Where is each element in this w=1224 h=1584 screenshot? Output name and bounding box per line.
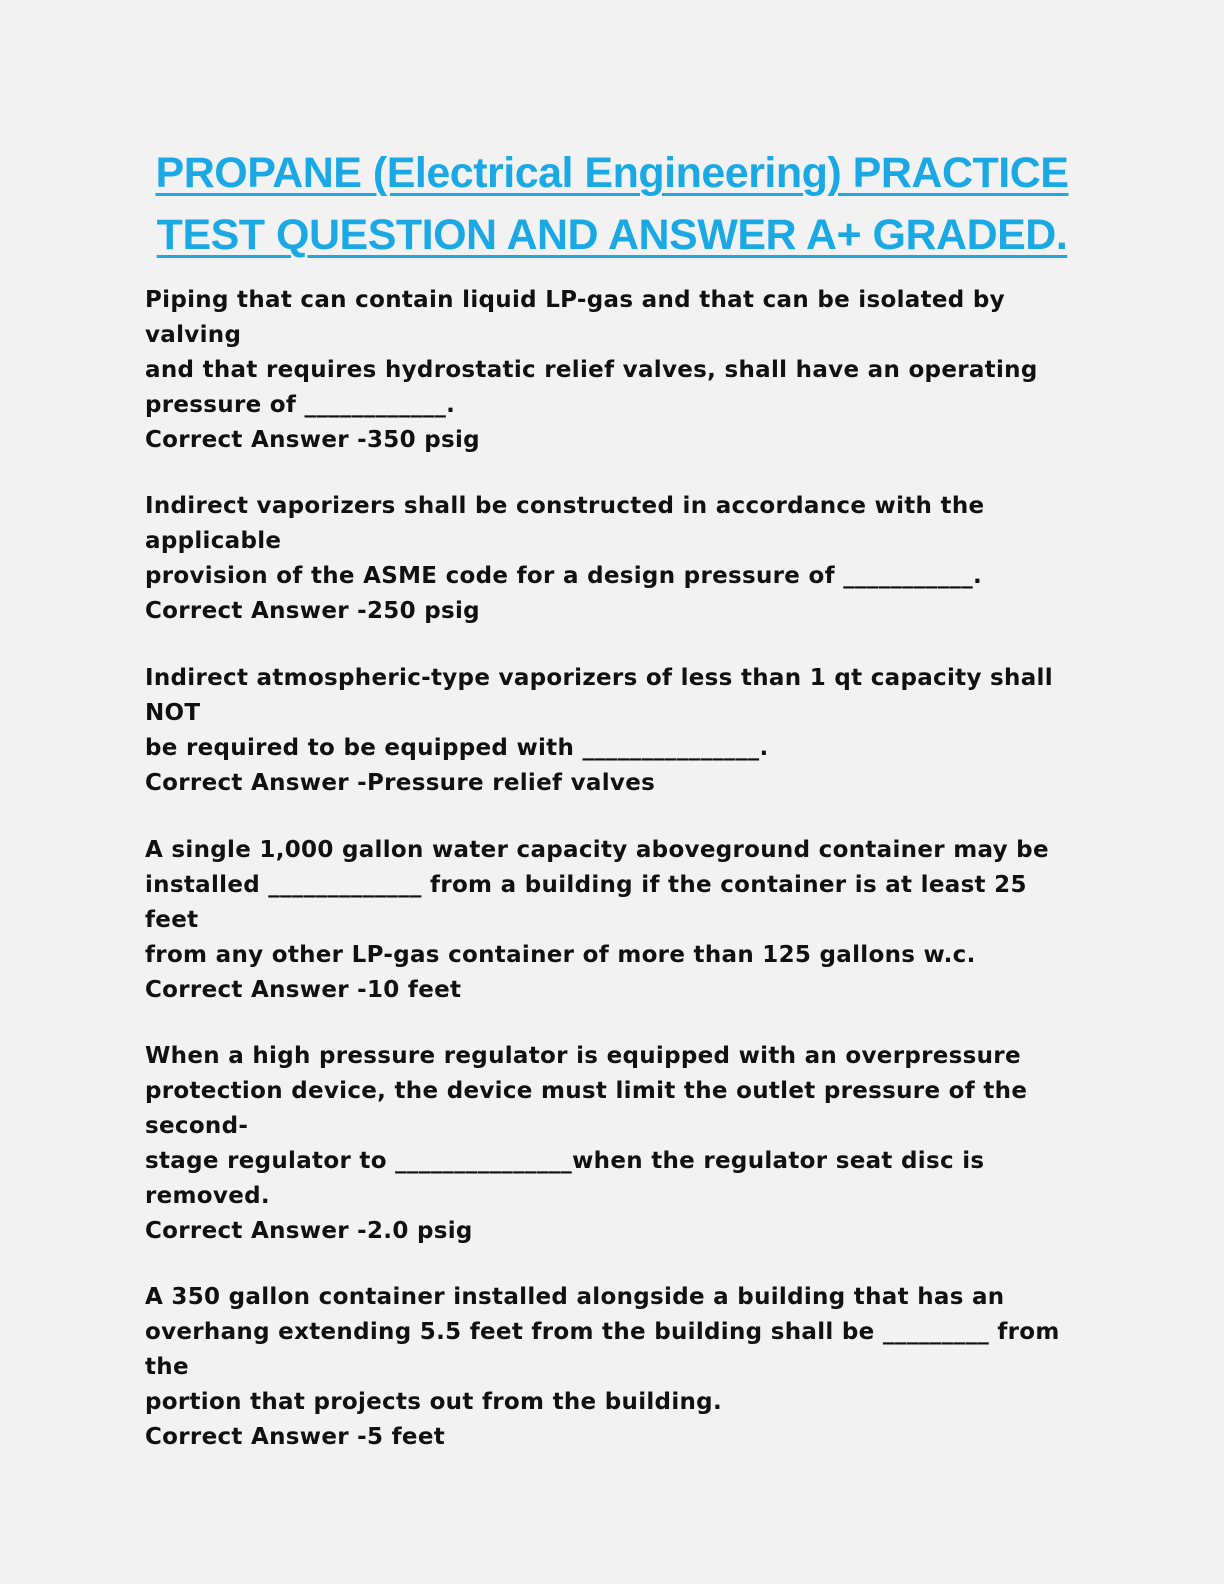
question-line: from any other LP-gas container of more than 125 gallons w.c. xyxy=(145,942,976,968)
correct-answer: Correct Answer -10 feet xyxy=(145,977,462,1003)
question-block-3 xyxy=(145,661,1075,801)
question-line: Piping that can contain liquid LP-gas and that can be isolated by valving xyxy=(145,287,1005,348)
title-line-2: TEST QUESTION AND ANSWER A+ GRADED. xyxy=(156,211,1068,259)
question-line: be required to be equipped with _______________. xyxy=(145,735,769,761)
question-block-4 xyxy=(145,833,1075,1008)
question-line: stage regulator to _______________when the regulator seat disc is xyxy=(145,1148,985,1174)
correct-answer: Correct Answer -5 feet xyxy=(145,1424,446,1450)
question-line: protection device, the device must limit the outlet pressure of the second- xyxy=(145,1078,1028,1139)
title-line-1: PROPANE (Electrical Engineering) PRACTICE xyxy=(155,149,1069,197)
correct-answer: Correct Answer -250 psig xyxy=(145,598,480,624)
question-block-6 xyxy=(145,1280,1085,1455)
correct-answer: Correct Answer -2.0 psig xyxy=(145,1218,473,1244)
question-line: provision of the ASME code for a design pressure of ___________. xyxy=(145,563,983,589)
question-line: When a high pressure regulator is equipped with an overpressure xyxy=(145,1043,1021,1069)
question-block-5 xyxy=(145,1039,1075,1249)
question-line: installed _____________ from a building if the container is at least 25 feet xyxy=(145,872,1027,933)
question-line: overhang extending 5.5 feet from the building shall be _________ from the xyxy=(145,1319,1060,1380)
correct-answer: Correct Answer -Pressure relief valves xyxy=(145,770,656,796)
question-line: and that requires hydrostatic relief valves, shall have an operating xyxy=(145,357,1038,383)
question-line: Indirect atmospheric-type vaporizers of less than 1 qt capacity shall NOT xyxy=(145,665,1053,726)
question-line: A 350 gallon container installed alongside a building that has an xyxy=(145,1284,1005,1310)
question-line: removed. xyxy=(145,1183,270,1209)
question-line: Indirect vaporizers shall be constructed in accordance with the applicable xyxy=(145,493,985,554)
question-line: portion that projects out from the building. xyxy=(145,1389,722,1415)
question-line: pressure of ____________. xyxy=(145,392,456,418)
question-line: A single 1,000 gallon water capacity aboveground container may be xyxy=(145,837,1049,863)
question-block-1 xyxy=(145,283,1075,458)
correct-answer: Correct Answer -350 psig xyxy=(145,427,480,453)
document-title xyxy=(0,142,1224,266)
question-block-2 xyxy=(145,489,1075,629)
